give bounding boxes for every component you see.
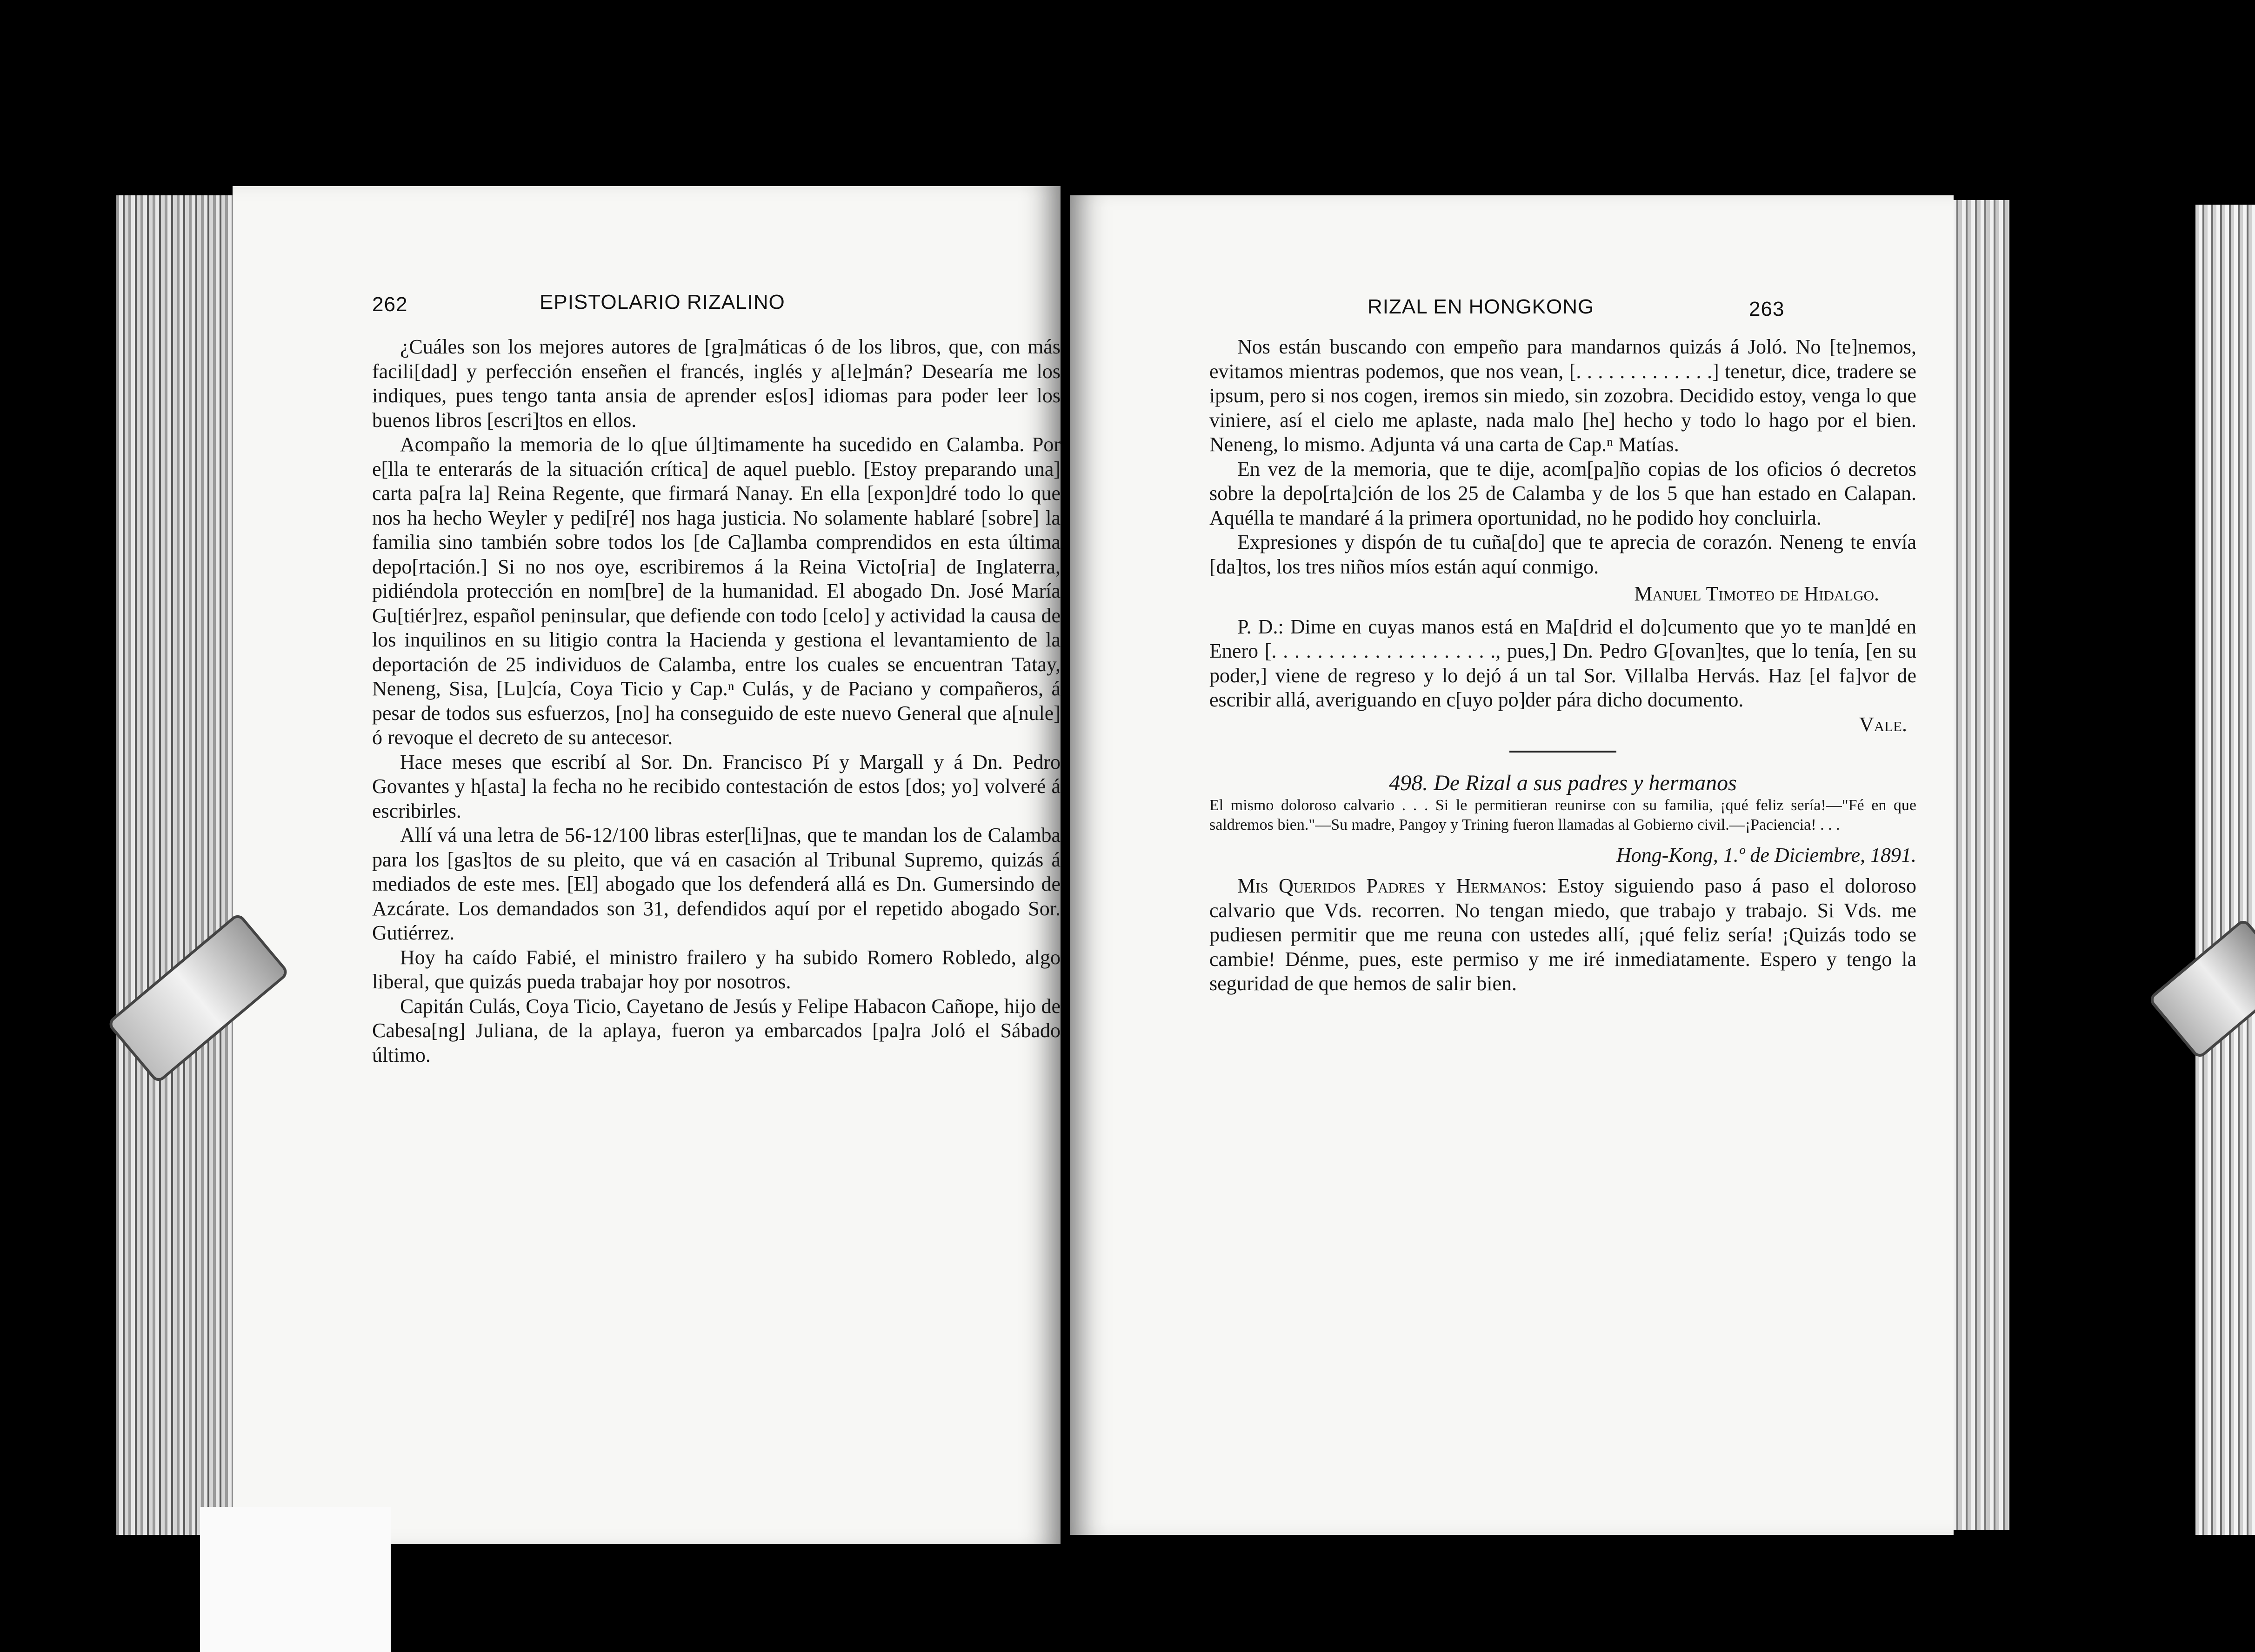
paragraph: Hoy ha caído Fabié, el ministro frailero y ha subido Romero Robledo, algo liberal, que quizás pueda trabajar hoy por nosotros.	[372, 946, 1061, 993]
left-page-body	[372, 335, 1061, 1067]
paragraph: En vez de la memoria, que te dije, acom[pa]ño copias de los oficios ó decretos sobre la depo[rta]ción de los 25 de Calamba y de los 5 que han estado en Calapan. Aquélla te mandaré á la primera oportunidad, no he podido hoy concluirla.	[1209, 457, 1916, 529]
running-head-right: RIZAL EN HONGKONG	[1368, 295, 1595, 318]
book-fore-edge-left	[116, 195, 237, 1535]
page-number-left: 262	[372, 293, 408, 316]
salutation: Mis Queridos Padres y Hermanos:	[1237, 874, 1548, 897]
paragraph: Expresiones y dispón de tu cuña[do] que te aprecia de corazón. Neneng te envía [da]tos, los tres niños míos están aquí conmigo.	[1209, 531, 1916, 578]
running-head-left: EPISTOLARIO RIZALINO	[540, 291, 785, 313]
paper-slip	[200, 1507, 391, 1652]
paragraph: Nos están buscando con empeño para mandarnos quizás á Joló. No [te]nemos, evitamos mientras podemos, que nos vean, [. . . . . . . . . . . . .] tenetur, dice, tradere se ipsum, pero si nos cogen, iremos sin miedo, sin zozobra. Decidido estoy, venga lo que viniere, así el cielo me aplaste, nada malo [he] hecho y todo lo hago por el bien. Neneng, lo mismo. Adjunta vá una carta de Cap.ⁿ Matías.	[1209, 335, 1916, 456]
paragraph: Acompaño la memoria de lo q[ue úl]timamente ha sucedido en Calamba. Por e[lla te enterarás de la situación crítica] de aquel pueblo. [Estoy preparando una] carta pa[ra la] Reina Regente, que firmará Nanay. En ella [expon]dré todo lo que nos ha hecho Weyler y pedi[ré] nos haga justicia. No solamente hablaré [sobre] la familia sino también sobre todos los [de Ca]lamba comprendidos en esta última depo[rtación.] Si no nos oye, escribiremos á la Reina Victo[ria] de Inglaterra, pidiéndola protección en nom[bre] de la humanidad. El abogado Dn. José María Gu[tiér]rez, español peninsular, que defiende con todo [celo] y actividad la causa de los inquilinos en su litigio contra la Hacienda y gestiona el levantamiento de la deportación de 25 individuos de Calamba, entre los cuales se encuentran Tatay, Neneng, Sisa, [Lu]cía, Coya Ticio y Cap.ⁿ Culás, y de Paciano y compañeros, á pesar de todos sus esfuerzos, [no] ha conseguido de este nuevo General que a[nule] ó revoque el decreto de su antecesor.	[372, 433, 1061, 749]
right-page	[1070, 195, 1954, 1535]
book-fore-edge-outer	[2195, 205, 2255, 1535]
letter-dateline: Hong-Kong, 1.º de Diciembre, 1891.	[1616, 843, 1916, 866]
postscript: P. D.: Dime en cuyas manos está en Ma[drid el do]cumento que yo te man]dé en Enero [. . . . . . . . . . . . . . . . . . . ., pues,] Dn. Pedro G[ovan]tes, que lo tenía, [en su poder,] viene de regreso y lo dejó á un tal Sor. Villalba Hervás. Haz [el fa]vor de escribir allá, averiguando en c[uyo po]der pára dicho documento.	[1209, 615, 1916, 711]
section-divider	[1509, 751, 1616, 753]
paragraph: ¿Cuáles son los mejores autores de [gra]máticas ó de los libros, que, con más facili[dad] y perfección enseñen el francés, inglés y a[le]mán? Desearía me los indiques, pues tengo tanta ansia de aprender es[os] idiomas para poder leer los buenos libros [escri]tos en ellos.	[372, 335, 1061, 432]
letter-body	[1209, 874, 1916, 996]
letter-title: 498. De Rizal a sus padres y hermanos	[1389, 771, 1737, 795]
paragraph: Hace meses que escribí al Sor. Dn. Francisco Pí y Margall y á Dn. Pedro Govantes y h[asta] la fecha no he recibido contestación de estos [dos; yo] volveré á escribirles.	[372, 750, 1061, 822]
vale-closing: Vale.	[1859, 713, 1907, 736]
paragraph: Allí vá una letra de 56-12/100 libras ester[li]nas, que te mandan los de Calamba para los [gas]tos de su pleito, que vá en casación al Tribunal Supremo, quizás á mediados de este mes. [El] abogado que los defenderá allá es Dn. Gumersindo de Azcárate. Los demandados son 31, defendidos aquí por el repetido abogado Sor. Gutiérrez.	[372, 824, 1061, 944]
paragraph: Capitán Culás, Coya Ticio, Cayetano de Jesús y Felipe Habacon Cañope, hijo de Cabesa[ng] Juliana, de la aplaya, fueron ya embarcados [pa]ra Joló el Sábado último.	[372, 994, 1061, 1066]
letter-body-text: Estoy siguiendo paso á paso el doloroso calvario que Vds. recorren. No tengan miedo, que trabajo y trabajo. Si Vds. me pudiesen permitir que me reuna con ustedes allí, ¡qué feliz sería! ¡Quizás todo se cambie! Dénme, pues, este permiso y me iré inmediatamente. Espero y tengo la seguridad de que hemos de salir bien.	[1209, 874, 1916, 995]
letter-summary: El mismo doloroso calvario . . . Si le permitieran reunirse con su familia, ¡qué feliz sería!—"Fé en que saldremos bien."—Su madre, Pangoy y Trining fueron llamadas al Gobierno civil.—¡Paciencia! . . .	[1209, 796, 1916, 833]
left-page	[233, 186, 1061, 1544]
right-page-body	[1209, 335, 1916, 996]
signature: Manuel Timoteo de Hidalgo.	[1634, 582, 1879, 605]
book-fore-edge-right	[1949, 200, 2009, 1530]
page-number-right: 263	[1749, 298, 1785, 320]
